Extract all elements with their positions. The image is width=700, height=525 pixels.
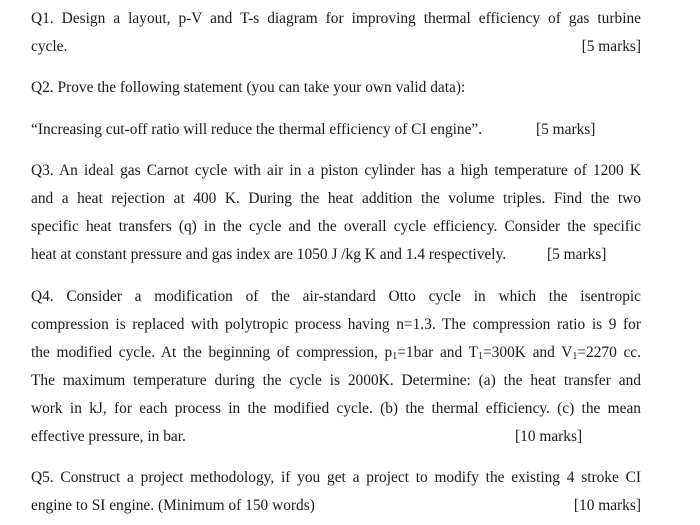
- q2-quote: “Increasing cut-off ratio will reduce the thermal efficiency of CI engine”.: [31, 121, 483, 138]
- q4-line-2: compression is replaced with polytropic process having n=1.3. The compression ratio is 9 for: [31, 316, 641, 333]
- q3-line-3: specific heat transfers (q) in the cycle and the overall cycle efficiency. Consider the specific: [31, 218, 641, 235]
- q3-marks: [5 marks]: [547, 246, 607, 263]
- q3-line-4: heat at constant pressure and gas index are 1050 J /kg K and 1.4 respectively.: [31, 246, 507, 263]
- q3-line-1: Q3. An ideal gas Carnot cycle with air in a piston cylinder has a high temperature of 1200 K: [31, 162, 641, 179]
- q1-marks: [5 marks]: [581, 38, 641, 55]
- q4-line-5: work in kJ, for each process in the modified cycle. (b) the thermal efficiency. (c) the mean: [31, 400, 641, 417]
- q5-line-2: engine to SI engine. (Minimum of 150 words): [31, 497, 315, 514]
- q4-line-3-text-c: =300K and V: [483, 344, 573, 361]
- q1-line-1: Q1. Design a layout, p-V and T-s diagram for improving thermal efficiency of gas turbine: [31, 10, 641, 27]
- q2-line-1: Q2. Prove the following statement (you can take your own valid data):: [31, 79, 466, 96]
- q4-line-4: The maximum temperature during the cycle is 2000K. Determine: (a) the heat transfer and: [31, 372, 641, 389]
- q4-t1-subscript: 1: [478, 351, 483, 362]
- q5-marks: [10 marks]: [573, 497, 641, 514]
- q2-marks: [5 marks]: [536, 121, 596, 138]
- q4-line-3-text-a: the modified cycle. At the beginning of compression, p: [31, 344, 393, 361]
- q4-marks: [10 marks]: [515, 428, 583, 445]
- q5-line-1: Q5. Construct a project methodology, if you get a project to modify the existing 4 stroke CI: [31, 469, 641, 486]
- q4-line-3-text-d: =2270 cc.: [577, 344, 641, 361]
- q4-line-3-text-b: =1bar and T: [397, 344, 478, 361]
- q4-p1-subscript: 1: [392, 351, 398, 362]
- q3-line-2: and a heat rejection at 400 K. During the heat addition the volume triples. Find the two: [31, 190, 641, 207]
- q4-line-1: Q4. Consider a modification of the air-standard Otto cycle in which the isentropic: [31, 288, 641, 305]
- q4-v1-subscript: 1: [572, 351, 578, 362]
- q4-line-6: effective pressure, in bar.: [31, 428, 186, 445]
- q1-line-2: cycle.: [31, 38, 68, 55]
- q4-line-3: [31, 344, 641, 366]
